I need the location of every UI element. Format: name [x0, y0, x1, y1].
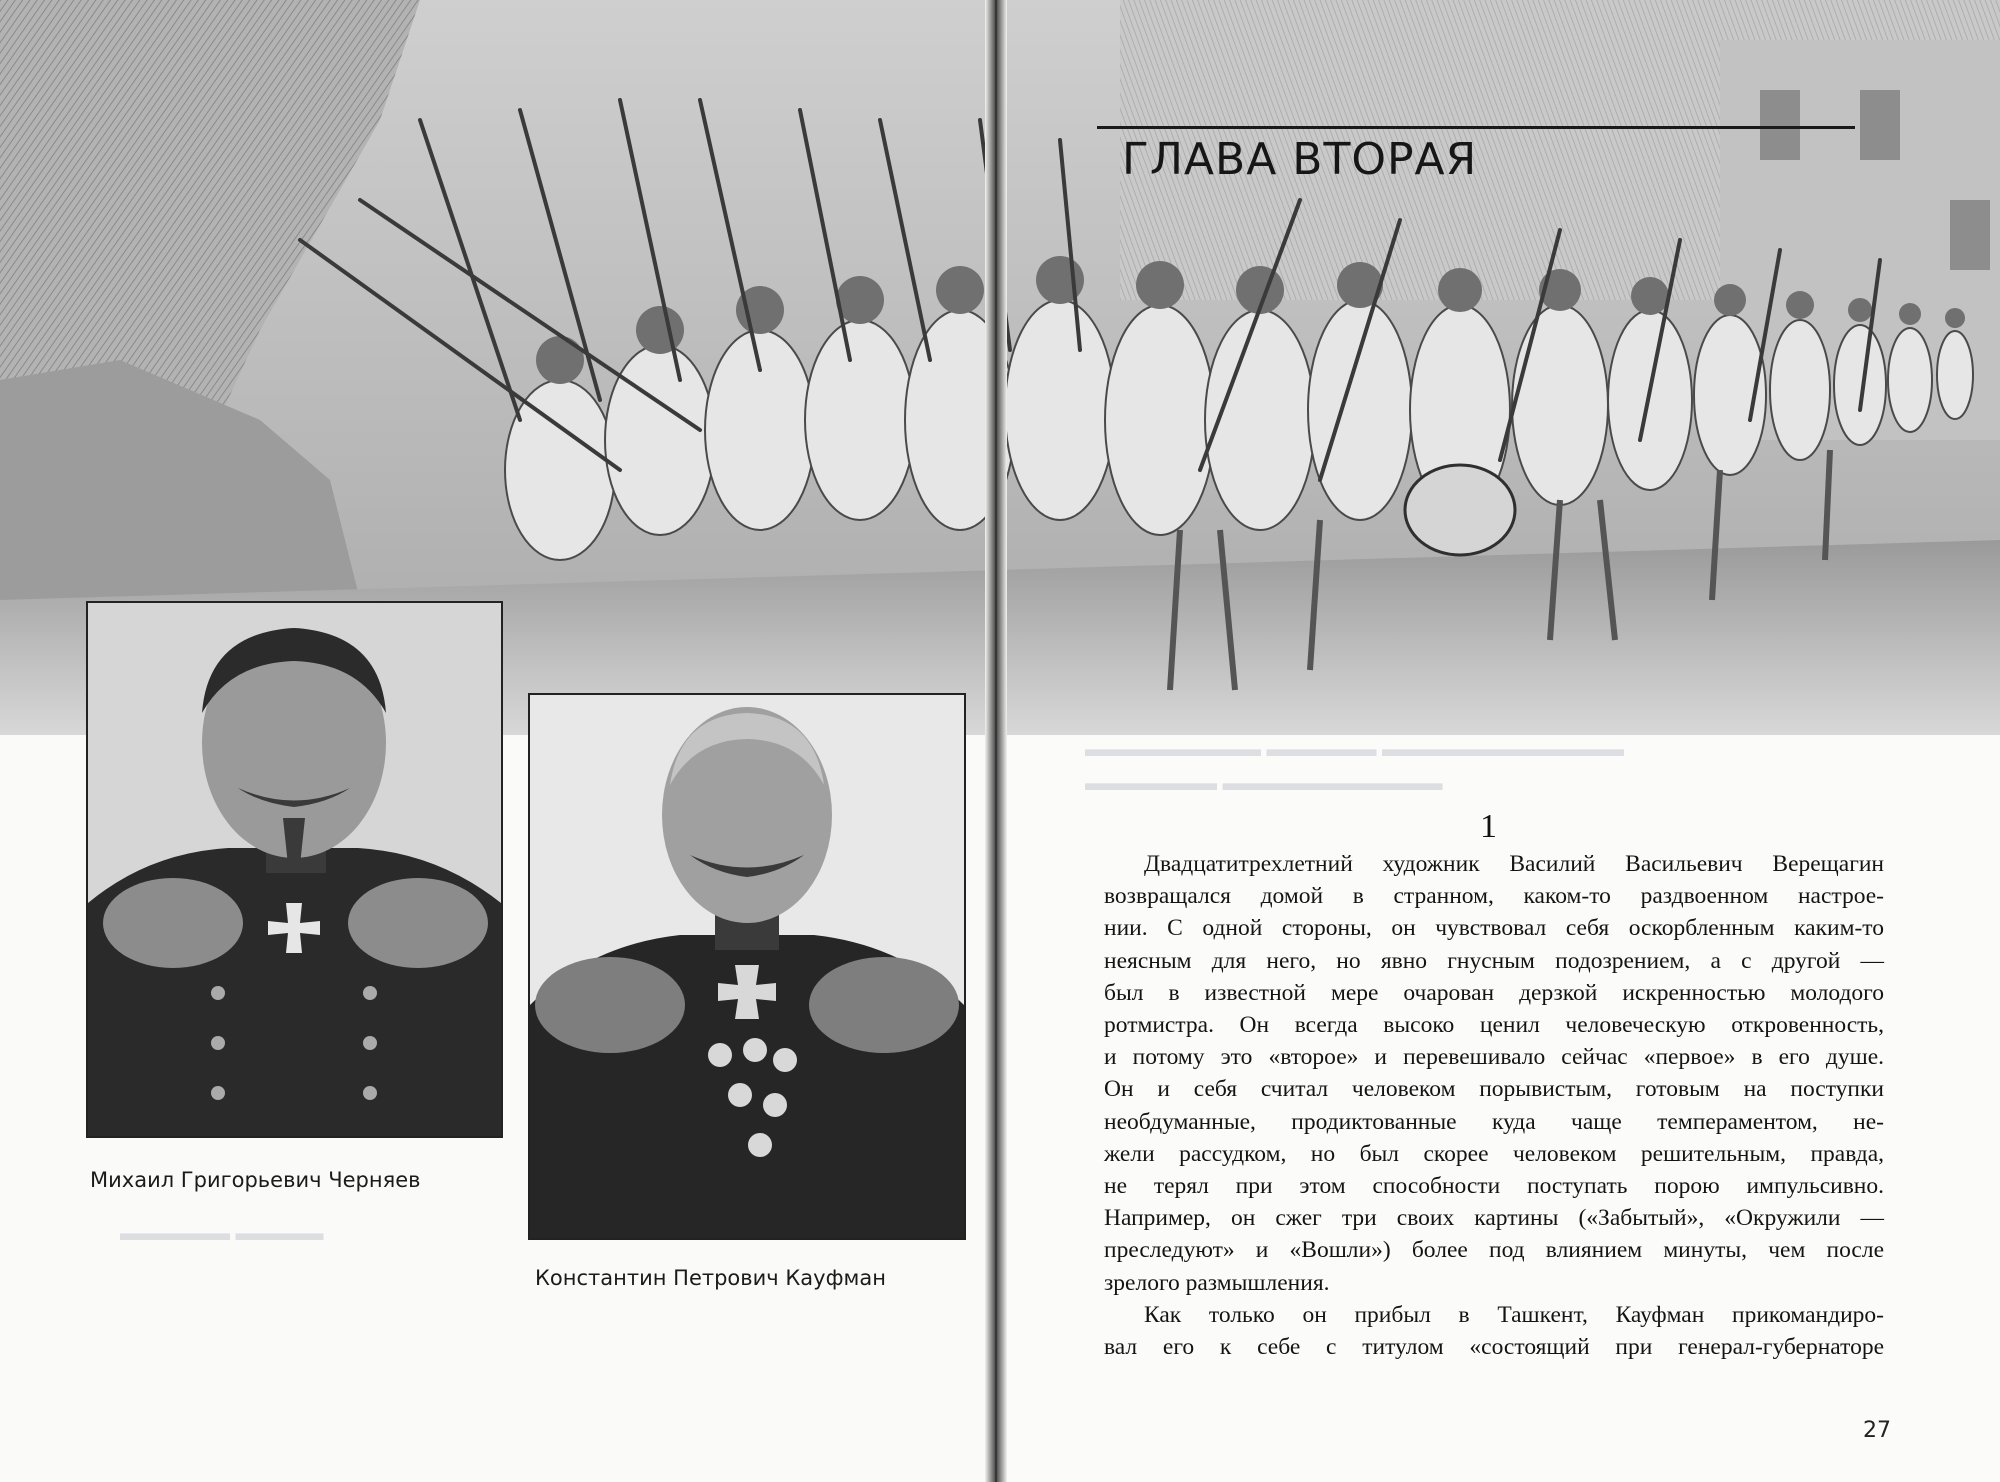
- text-line: зрелого размышления.: [1104, 1269, 1330, 1296]
- text-line: ротмистра. Он всегда высоко ценил человеческую откровенность,: [1104, 1012, 1884, 1039]
- chapter-body-text: [1104, 848, 1884, 1363]
- text-line: жели рассудком, но был скорее человеком решительным, правда,: [1104, 1140, 1884, 1167]
- paragraph-2: [1104, 1299, 1884, 1363]
- portrait-chernyaev: [86, 601, 503, 1138]
- section-number: 1: [1480, 808, 1497, 845]
- text-line: был в известной мере очарован дерзкой искренностью молодого: [1104, 979, 1884, 1006]
- text-line: вал его к себе с титулом «состоящий при генерал-губернаторе: [1104, 1334, 1884, 1361]
- paragraph-1: [1104, 848, 1884, 1299]
- portrait-caption-kaufman: Константин Петрович Кауфман: [535, 1266, 886, 1290]
- show-through-text: ▬▬▬▬▬ ▬▬▬▬: [120, 1220, 324, 1245]
- portrait-caption-chernyaev: Михаил Григорьевич Черняев: [90, 1168, 421, 1192]
- text-line: Он и себя считал человеком порывистым, готовым на поступки: [1104, 1076, 1884, 1103]
- text-line: не терял при этом способности поступать порою импульсивно.: [1104, 1173, 1884, 1200]
- text-line: и потому это «второе» и перевешивало сейчас «первое» в его душе.: [1104, 1044, 1884, 1071]
- text-line: преследуют» и «Вошли») более под влиянием минуты, чем после: [1104, 1237, 1884, 1264]
- text-line: Как только он прибыл в Ташкент, Кауфман прикомандиро-: [1144, 1301, 1884, 1328]
- show-through-text: ▬▬▬▬▬▬ ▬▬▬▬▬▬▬▬▬▬: [1085, 770, 1443, 795]
- text-line: нии. С одной стороны, он чувствовал себя оскорбленным каким-то: [1104, 915, 1884, 942]
- text-line: Двадцатитрехлетний художник Василий Васильевич Верещагин: [1144, 851, 1884, 877]
- page-number: 27: [1863, 1418, 1891, 1443]
- text-line: Например, он сжег три своих картины («Забытый», «Окружили —: [1104, 1205, 1884, 1232]
- chapter-rule: [1097, 126, 1855, 129]
- book-gutter: [985, 0, 1007, 1482]
- text-line: возвращался домой в странном, каком-то раздвоенном настрое-: [1104, 883, 1884, 910]
- text-line: необдуманные, продиктованные куда чаще темпераментом, не-: [1104, 1108, 1884, 1135]
- text-line: неясным для него, но явно гнусным подозрением, а с другой —: [1104, 947, 1884, 974]
- chapter-title: ГЛАВА ВТОРАЯ: [1122, 134, 1478, 185]
- portrait-kaufman: [528, 693, 966, 1240]
- show-through-text: ▬▬▬▬▬▬▬▬ ▬▬▬▬▬ ▬▬▬▬▬▬▬▬▬▬▬: [1085, 736, 1624, 761]
